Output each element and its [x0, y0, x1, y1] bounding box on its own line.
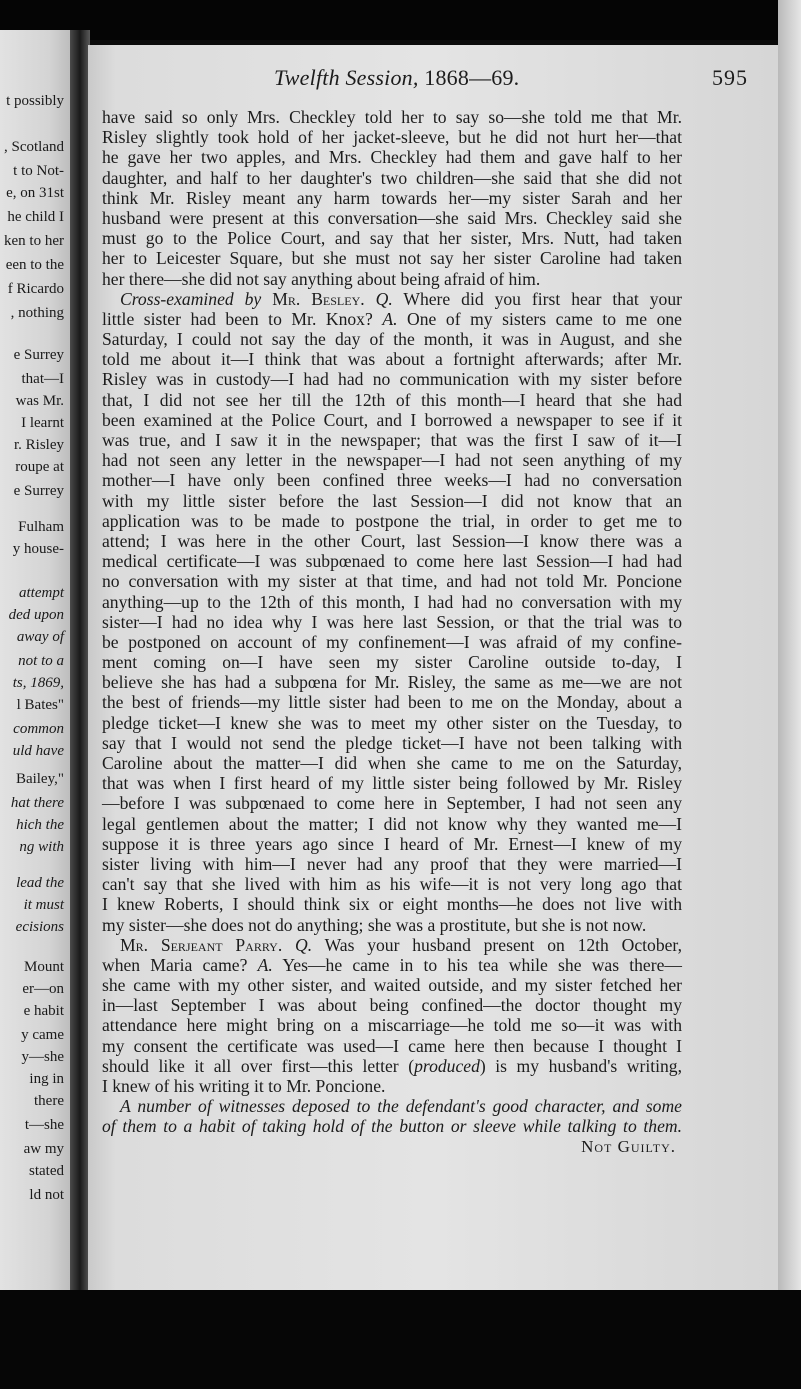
serjeant-second-line: when Maria came? A. Yes—he came in to his tea while she was there— — [102, 954, 683, 975]
scan-bottom-border — [0, 1290, 801, 1389]
text-line: should like it all over first—this letter (produced) is my husband's writing, — [102, 1055, 682, 1076]
previous-page-fragment: lead the — [16, 875, 64, 891]
text-line: Risley slightly took hold of her jacket-sleeve, but he did not hurt her—that — [102, 127, 682, 148]
previous-page-fragment: ecisions — [15, 919, 64, 935]
question-marker: Q. — [375, 288, 393, 309]
previous-page-fragment: not to a — [18, 653, 64, 669]
cross-exam-second-line: little sister had been to Mr. Knox? A. One of my sisters came to me one — [102, 308, 682, 329]
text-line: her to Leicester Square, but she must not say her sister Caroline had taken — [102, 248, 682, 269]
session-title: Twelfth Session, 1868—69. — [274, 65, 520, 90]
text-line: with my little sister before the last Session—I did not know that an — [102, 490, 682, 511]
text-line: attendance here might bring on a miscarriage—he told me so—it was with — [102, 1015, 682, 1036]
text-line: say that I would not send the pledge ticket—I have not been talking with — [102, 732, 682, 753]
text-line: pledge ticket—I knew she was to meet my other sister on the Tuesday, to — [102, 712, 682, 733]
scan-right-edge — [778, 0, 801, 1389]
text-line: the best of friends—my little sister had been to me on the Monday, about a — [102, 692, 682, 713]
text-line: be postponed on account of my confinement—I was afraid of my confine- — [102, 631, 682, 652]
previous-page-fragment: ng with — [19, 839, 64, 855]
previous-page-fragment: was Mr. — [15, 393, 64, 409]
previous-page-fragment: Bailey," — [15, 771, 64, 787]
previous-page-fragment: stated — [29, 1163, 64, 1179]
previous-page-fragment: r. Risley — [13, 437, 64, 453]
text-line: she came with my other sister, and waited outside, and my sister fetched her — [102, 975, 682, 996]
previous-page-fragment: een to the — [5, 257, 64, 273]
text-line: have said so only Mrs. Checkley told her to say so—she told me that Mr. — [102, 107, 682, 127]
text-line: ment coming on—I have seen my sister Caroline outside to-day, I — [102, 652, 682, 673]
previous-page-fragment: that—I — [21, 371, 64, 387]
previous-page-fragment: e Surrey — [13, 347, 64, 363]
previous-page-fragment: Mount — [23, 959, 64, 975]
text-line: husband were present at this conversation—she said Mrs. Checkley said she — [102, 207, 682, 228]
previous-page-fragment: he child I — [7, 209, 64, 225]
text-line: believe she has had a subpœna for Mr. Risley, the same as me—we are not — [102, 672, 682, 693]
text-line: can't say that she lived with him as his wife—it is not very long ago that — [102, 874, 682, 895]
text-line: sister—I had no idea why I was here last Session, or that the trial was to — [102, 611, 682, 632]
text-line: my consent the certificate was used—I came here then because I thought I — [102, 1035, 682, 1056]
book-gutter — [70, 30, 90, 1295]
previous-page-fragment: common — [13, 721, 64, 737]
text-line: had not seen any letter in the newspaper—I had not seen anything of my — [102, 450, 682, 471]
text-line: medical certificate—I was subpœnaed to come here last Session—I had had — [102, 551, 682, 572]
text-line: Risley was in custody—I had had no communication with my sister before — [102, 369, 682, 390]
previous-page-fragment: it must — [23, 897, 64, 913]
previous-page-fragment: e, on 31st — [6, 185, 64, 201]
text-line: daughter, and half to her daughter's two children—she said that she did not — [102, 167, 682, 188]
cross-exam-label: Cross-examined by — [120, 288, 262, 309]
testimony-paragraph — [102, 107, 682, 289]
answer-marker: A. — [257, 954, 273, 975]
previous-page-fragment: hat there — [10, 795, 64, 811]
text-line: I knew Roberts, I should think six or eight months—he does not live with — [102, 894, 682, 915]
text-line: anything—up to the 12th of this month, I had had no conversation with my — [102, 591, 682, 612]
previous-page-fragment: y came — [21, 1027, 64, 1043]
text-line: he gave her two apples, and Mrs. Checkley had them and gave half to her — [102, 147, 682, 168]
text-line: been examined at the Police Court, and I borrowed a newspaper to see if it — [102, 409, 682, 430]
question-marker: Q. — [295, 934, 313, 955]
scan-top-border — [0, 0, 801, 40]
previous-page-fragment: t—she — [24, 1117, 64, 1133]
previous-page-fragment: I learnt — [21, 415, 64, 431]
session-years: 1868—69. — [424, 65, 520, 90]
verdict: Not Guilty. — [581, 1136, 676, 1156]
previous-page-fragment: f Ricardo — [7, 281, 64, 297]
previous-page-edge — [0, 30, 70, 1295]
running-head — [88, 63, 778, 91]
text-line: in—last September I was about being confined—the doctor thought my — [102, 995, 682, 1016]
previous-page-fragment: e habit — [23, 1003, 64, 1019]
witnesses-note-line: of them to a habit of taking hold of the button or sleeve while talking to them. — [102, 1116, 682, 1137]
previous-page-fragment: roupe at — [15, 459, 64, 475]
text-line: attend; I was here in the other Court, last Session—I know there was a — [102, 530, 682, 551]
cross-examination — [102, 289, 682, 935]
serjeant-first-line: Mr. Serjeant Parry. Q. Was your husband present on 12th October, — [120, 934, 682, 955]
text-line: sister living with him—I never had any proof that they were married—I — [102, 853, 682, 874]
text-line: that was when I first heard of my little sister being followed by Mr. Risley — [102, 773, 682, 794]
page-number: 595 — [712, 65, 748, 90]
previous-page-fragment: attempt — [19, 585, 64, 601]
previous-page-fragment: ing in — [29, 1071, 64, 1087]
produced-note: produced — [414, 1055, 480, 1076]
answer-marker: A. — [382, 308, 398, 329]
text-line: mother—I have only been confined three weeks—I had no conversation — [102, 470, 682, 491]
previous-page-fragment: uld have — [12, 743, 64, 759]
previous-page-fragment: aw my — [23, 1141, 64, 1157]
text-line: her there—she did not say anything about being afraid of him. — [102, 268, 541, 289]
previous-page-fragment: l Bates" — [16, 697, 64, 713]
previous-page-fragment: ts, 1869, — [12, 675, 64, 691]
previous-page-fragment: t possibly — [6, 93, 64, 109]
previous-page-fragment: away of — [16, 629, 64, 645]
text-line: Saturday, I could not say the day of the month, it was in August, and she — [102, 329, 682, 350]
text-line: no conversation with my sister at that time, and had not told Mr. Poncione — [102, 571, 682, 592]
text-line: —before I was subpœnaed to come here in September, I had not seen any — [102, 793, 682, 814]
text-line: must go to the Police Court, and say that her sister, Mrs. Nutt, had taken — [102, 228, 682, 249]
previous-page-fragment: , nothing — [10, 305, 64, 321]
previous-page-fragment: t to Not- — [13, 163, 64, 179]
text-line: legal gentlemen about the matter; I did not know why they wanted me—I — [102, 813, 682, 834]
previous-page-fragment: e Surrey — [13, 483, 64, 499]
book-page — [88, 45, 778, 1290]
previous-page-fragment: hich the — [16, 817, 64, 833]
previous-page-fragment: ken to her — [4, 233, 64, 249]
previous-page-fragment: ded upon — [8, 607, 64, 623]
witnesses-note — [102, 1096, 682, 1136]
counsel-name: Mr. Besley. — [272, 288, 365, 309]
text-line: that, I did not see her till the 12th of this month—I heard that she had — [102, 389, 682, 410]
serjeant-examination — [102, 935, 682, 1097]
previous-page-fragment: y—she — [21, 1049, 64, 1065]
previous-page-fragment: there — [34, 1093, 64, 1109]
text-line: application was to be made to postpone the trial, in order to get me to — [102, 510, 682, 531]
cross-exam-first-line: Cross-examined by Mr. Besley. Q. Where did you first hear that your — [120, 288, 682, 309]
previous-page-fragment: y house- — [12, 541, 64, 557]
witnesses-note-line: A number of witnesses deposed to the defendant's good character, and some — [120, 1096, 682, 1117]
previous-page-fragment: , Scotland — [4, 139, 64, 155]
text-line: think Mr. Risley meant any harm towards her—my sister Sarah and her — [102, 187, 682, 208]
text-line: suppose it is three years ago since I heard of Mr. Ernest—I knew of my — [102, 833, 682, 854]
previous-page-fragment: Fulham — [18, 519, 64, 535]
text-line: Caroline about the matter—I did when she came to me on the Saturday, — [102, 753, 682, 773]
text-line: my sister—she does not do anything; she was a prostitute, but she is not now. — [102, 914, 647, 935]
text-line: I knew of his writing it to Mr. Poncione. — [102, 1076, 386, 1096]
body-text — [102, 107, 682, 1157]
text-line: told me about it—I think that was about a fortnight afterwards; after Mr. — [102, 349, 682, 370]
previous-page-fragment: ld not — [29, 1187, 64, 1203]
counsel-name: Mr. Serjeant Parry. — [120, 934, 283, 955]
previous-page-fragment: er—on — [22, 981, 64, 997]
text-line: was true, and I saw it in the newspaper; that was the first I saw of it—I — [102, 430, 682, 450]
